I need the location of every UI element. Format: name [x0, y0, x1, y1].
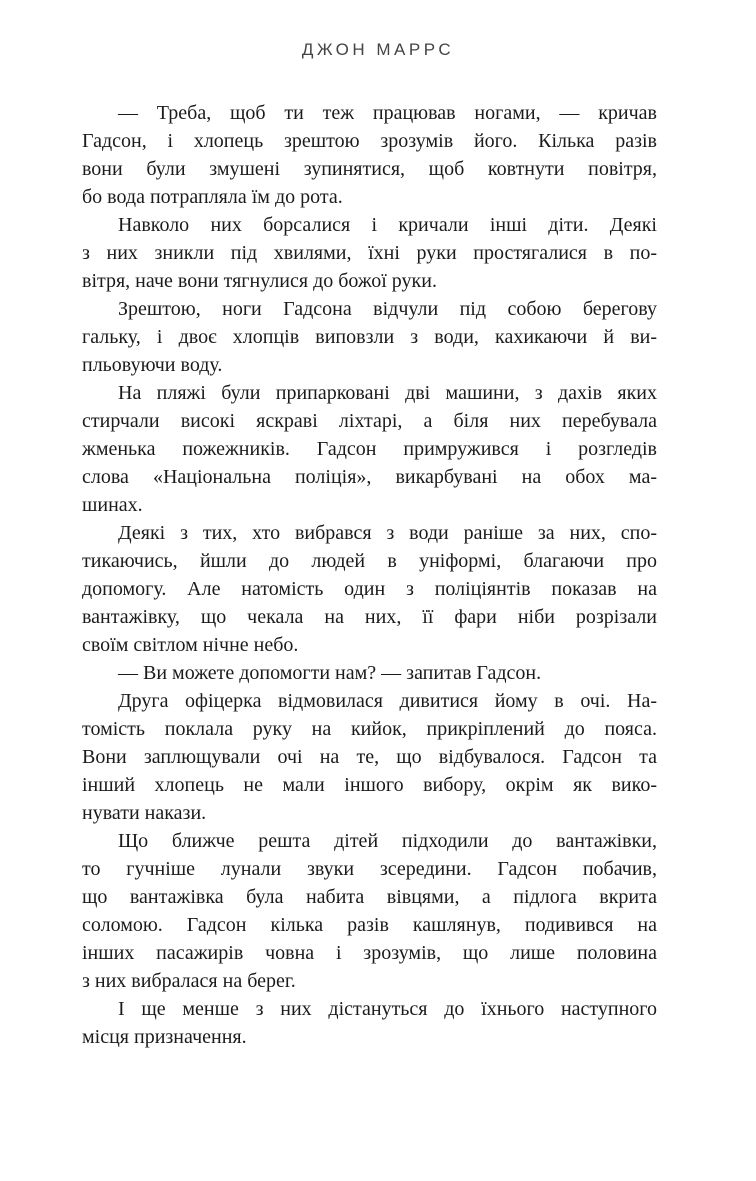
text-line: Вони заплющували очі на те, що відбувалося. Гадсон та [82, 746, 657, 768]
text-line: томість поклала руку на кийок, прикріплений до пояса. [82, 718, 657, 740]
text-line: місця призначення. [82, 1026, 247, 1048]
text-line: вітря, наче вони тягнулися до божої руки. [82, 270, 437, 292]
text-line: Друга офіцерка відмовилася дивитися йому в очі. На- [118, 690, 657, 712]
paragraph [82, 995, 657, 1051]
text-line: то гучніше лунали звуки зсередини. Гадсон побачив, [82, 858, 657, 880]
text-line: тикаючись, йшли до людей в уніформі, благаючи про [82, 550, 657, 572]
text-line: — Треба, щоб ти теж працював ногами, — кричав [118, 102, 657, 124]
text-line: слова «Національна поліція», викарбувані на обох ма- [82, 466, 657, 488]
paragraph [82, 211, 657, 295]
text-line: Гадсон, і хлопець зрештою зрозумів його. Кілька разів [82, 130, 657, 152]
text-line: інший хлопець не мали іншого вибору, окрім як вико- [82, 774, 657, 796]
paragraph [82, 659, 657, 687]
paragraph [82, 99, 657, 211]
text-line: Навколо них борсалися і кричали інші діти. Деякі [118, 214, 657, 236]
text-line: допомогу. Але натомість один з поліціянтів показав на [82, 578, 657, 600]
paragraph [82, 519, 657, 659]
text-line: вантажівку, що чекала на них, її фари ніби розрізали [82, 606, 657, 628]
text-line: інших пасажирів човна і зрозумів, що лише половина [82, 942, 657, 964]
text-line: з них вибралася на берег. [82, 970, 296, 992]
text-line: гальку, і двоє хлопців виповзли з води, кахикаючи й ви- [82, 326, 657, 348]
text-line: бо вода потрапляла їм до рота. [82, 186, 343, 208]
text-line: соломою. Гадсон кілька разів кашлянув, подивився на [82, 914, 657, 936]
text-line: стирчали високі яскраві ліхтарі, а біля них перебувала [82, 410, 657, 432]
text-line: вони були змушені зупинятися, щоб ковтнути повітря, [82, 158, 657, 180]
running-header-author: ДЖОН МАРРС [301, 40, 455, 59]
text-line: Деякі з тих, хто вибрався з води раніше за них, спо- [118, 522, 657, 544]
text-block [82, 99, 657, 1051]
text-line: пльовуючи воду. [82, 354, 223, 376]
text-line: з них зникли під хвилями, їхні руки простягалися в по- [82, 242, 657, 264]
text-line: шинах. [82, 494, 143, 516]
text-line: своїм світлом нічне небо. [82, 634, 299, 656]
text-line: — Ви можете допомогти нам? — запитав Гадсон. [118, 662, 542, 684]
paragraph [82, 295, 657, 379]
text-line: На пляжі були припарковані дві машини, з дахів яких [118, 382, 657, 404]
text-line: жменька пожежників. Гадсон примружився і розгледів [82, 438, 657, 460]
text-line: Зрештою, ноги Гадсона відчули під собою берегову [118, 298, 657, 320]
paragraph [82, 687, 657, 827]
text-line: Що ближче решта дітей підходили до вантажівки, [118, 830, 657, 852]
paragraph [82, 827, 657, 995]
text-line: нувати накази. [82, 802, 207, 824]
paragraph [82, 379, 657, 519]
text-line: що вантажівка була набита вівцями, а підлога вкрита [82, 886, 657, 908]
text-line: І ще менше з них дістануться до їхнього наступного [118, 998, 657, 1020]
